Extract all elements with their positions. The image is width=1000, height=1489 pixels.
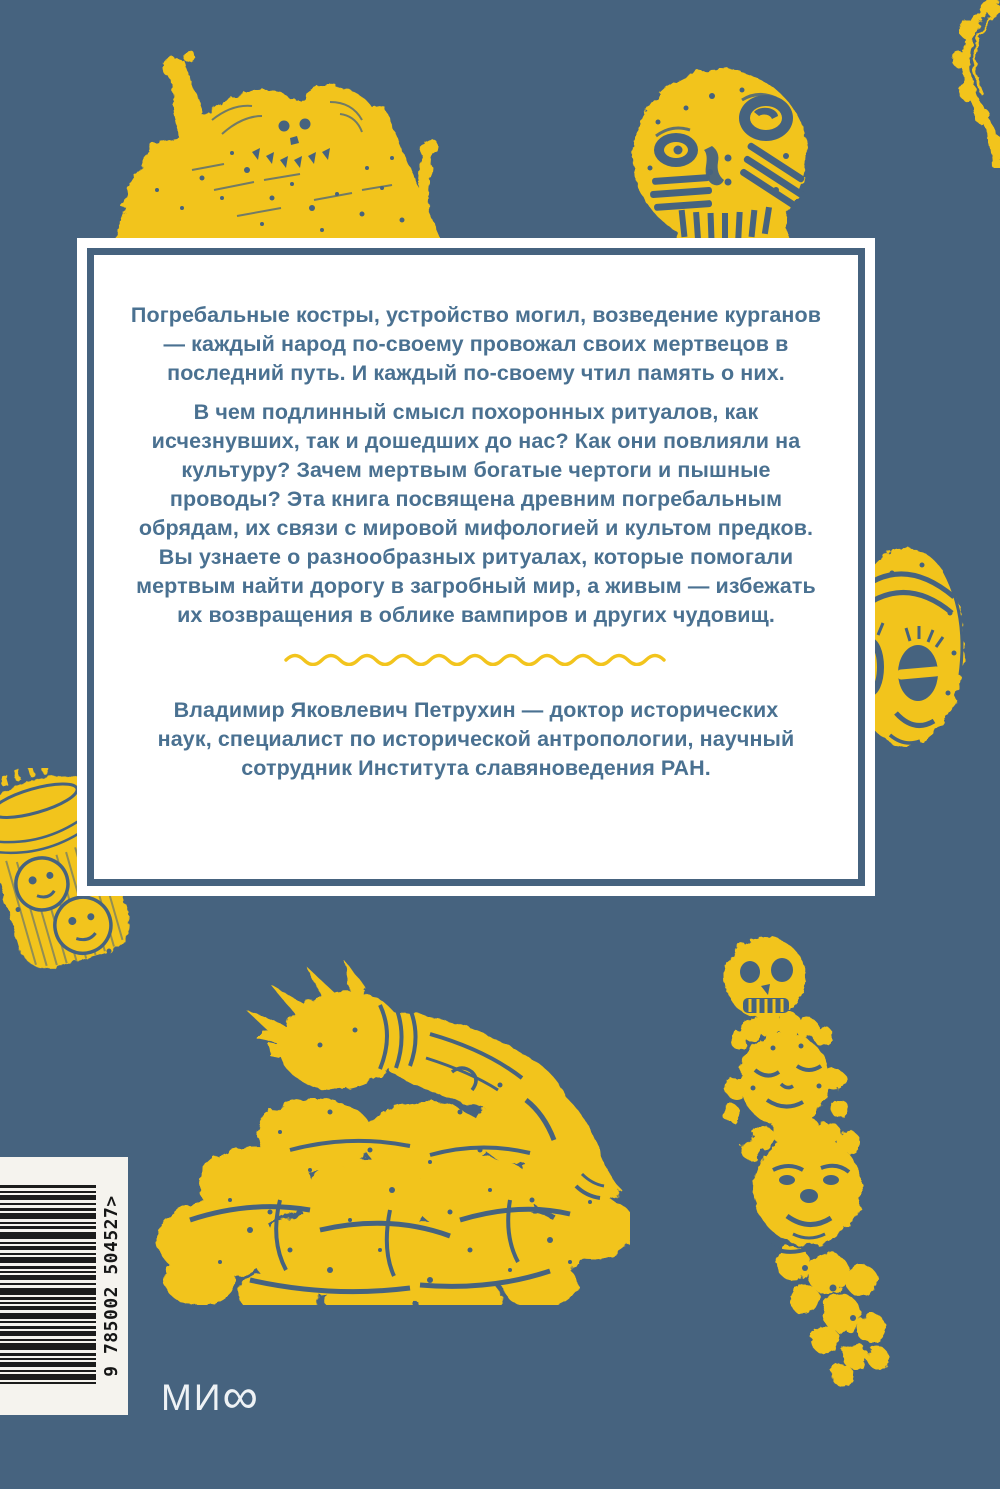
annotation-paragraph: Погребальные костры, устройство могил, возведение курганов — каждый народ по-своему провожал своих мертвецов в последний путь. И каждый по-своему чтил память о них. <box>130 303 822 385</box>
annotation-text <box>94 301 858 783</box>
annotation-paragraph: В чем подлинный смысл похоронных ритуалов, как исчезнувших, так и дошедших до нас? Как они повлияли на культуру? Зачем мертвым богатые чертоги и пышные проводы? Эта книга посвящена древним погребальным обрядам, их связи с мировой мифологией и культом предков. Вы узнаете о разнообразных ритуалах, которые помогали мертвым найти дорогу в загробный мир, а живым — избежать их возвращения в облике вампиров и других чудовищ. <box>136 400 816 627</box>
barcode-bars <box>0 1185 96 1384</box>
publisher-logo <box>161 1367 259 1424</box>
wavy-divider <box>281 650 671 666</box>
publisher-logo-letters: МИ <box>161 1377 223 1418</box>
tombstone-skull-engraving-icon <box>62 48 442 243</box>
barcode <box>0 1157 128 1415</box>
barcode-number: 9 785002 504527> <box>101 1195 122 1377</box>
tiger-mask-icon <box>616 60 828 240</box>
ritual-mask-icon <box>866 543 968 761</box>
annotation-frame-inner <box>87 248 865 886</box>
skull-totem-icon <box>693 928 893 1388</box>
infinity-icon: ∞ <box>222 1367 259 1424</box>
author-note: Владимир Яковлевич Петрухин — доктор исторических наук, специалист по исторической антропологии, научный сотрудник Института славяноведения РАН. <box>157 698 795 780</box>
annotation-frame <box>77 238 875 896</box>
stone-burial-pyre-icon <box>130 950 630 1305</box>
corner-frame-ornament-icon <box>938 0 1000 168</box>
